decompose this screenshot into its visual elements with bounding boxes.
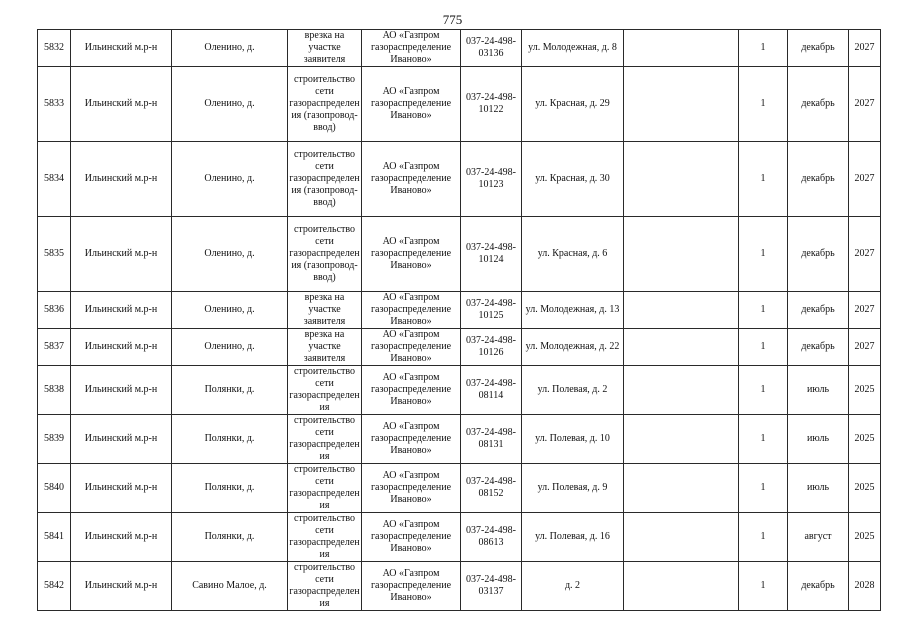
year-cell: 2027 (849, 329, 881, 366)
table-row (38, 292, 881, 329)
month-cell: июль (788, 415, 849, 464)
month-cell: декабрь (788, 67, 849, 142)
empty-cell (624, 30, 739, 67)
work-type-cell: строительство сети газораспределения (289, 464, 360, 511)
address-cell: ул. Полевая, д. 9 (522, 464, 624, 513)
empty-cell (624, 366, 739, 415)
address-cell: ул. Полевая, д. 10 (522, 415, 624, 464)
month-cell: июль (788, 366, 849, 415)
address-cell: ул. Молодежная, д. 8 (522, 30, 624, 67)
district-cell: Ильинский м.р-н (71, 67, 172, 142)
empty-cell (624, 562, 739, 611)
settlement-cell: Полянки, д. (172, 366, 288, 415)
settlement-cell: Оленино, д. (172, 142, 288, 217)
district-cell: Ильинский м.р-н (71, 415, 172, 464)
object-code-cell: 037-24-498-10126 (461, 329, 522, 366)
address-cell: ул. Полевая, д. 16 (522, 513, 624, 562)
district-cell: Ильинский м.р-н (71, 562, 172, 611)
work-type-cell: строительство сети газораспределения (289, 513, 360, 560)
quantity-cell: 1 (739, 67, 788, 142)
empty-cell (624, 142, 739, 217)
settlement-cell: Оленино, д. (172, 292, 288, 329)
organization-cell: АО «Газпром газораспределение Иваново» (362, 513, 461, 562)
organization-cell: АО «Газпром газораспределение Иваново» (362, 366, 461, 415)
quantity-cell: 1 (739, 217, 788, 292)
district-cell: Ильинский м.р-н (71, 513, 172, 562)
row-number: 5839 (38, 415, 71, 464)
organization-cell: АО «Газпром газораспределение Иваново» (362, 67, 461, 142)
organization-cell: АО «Газпром газораспределение Иваново» (362, 142, 461, 217)
year-cell: 2027 (849, 292, 881, 329)
year-cell: 2025 (849, 464, 881, 513)
work-type-cell: строительство сети газораспределения (газопровод-ввод) (288, 67, 362, 142)
table-row (38, 329, 881, 366)
quantity-cell: 1 (739, 30, 788, 67)
work-type-cell: строительство сети газораспределения (289, 562, 360, 609)
quantity-cell: 1 (739, 415, 788, 464)
year-cell: 2028 (849, 562, 881, 611)
organization-cell: АО «Газпром газораспределение Иваново» (362, 30, 461, 67)
empty-cell (624, 415, 739, 464)
table-body (38, 30, 881, 611)
row-number: 5842 (38, 562, 71, 611)
table-row (38, 513, 881, 562)
work-type-cell: строительство сети газораспределения (газопровод-ввод) (288, 142, 362, 217)
empty-cell (624, 67, 739, 142)
address-cell: д. 2 (522, 562, 624, 611)
work-type-cell: врезка на участке заявителя (288, 329, 362, 366)
month-cell: декабрь (788, 142, 849, 217)
table-row (38, 217, 881, 292)
month-cell: декабрь (788, 329, 849, 366)
address-cell: ул. Красная, д. 30 (522, 142, 624, 217)
quantity-cell: 1 (739, 562, 788, 611)
table-row (38, 562, 881, 611)
organization-cell: АО «Газпром газораспределение Иваново» (362, 217, 461, 292)
table-row (38, 67, 881, 142)
year-cell: 2025 (849, 513, 881, 562)
year-cell: 2027 (849, 142, 881, 217)
month-cell: декабрь (788, 292, 849, 329)
month-cell: август (788, 513, 849, 562)
row-number: 5840 (38, 464, 71, 513)
table-row (38, 415, 881, 464)
district-cell: Ильинский м.р-н (71, 464, 172, 513)
quantity-cell: 1 (739, 329, 788, 366)
object-code-cell: 037-24-498-08114 (461, 366, 522, 415)
row-number: 5835 (38, 217, 71, 292)
row-number: 5834 (38, 142, 71, 217)
settlement-cell: Полянки, д. (172, 464, 288, 513)
quantity-cell: 1 (739, 142, 788, 217)
table-row (38, 30, 881, 67)
row-number: 5836 (38, 292, 71, 329)
address-cell: ул. Молодежная, д. 13 (522, 292, 624, 329)
organization-cell: АО «Газпром газораспределение Иваново» (362, 464, 461, 513)
row-number: 5833 (38, 67, 71, 142)
row-number: 5832 (38, 30, 71, 67)
object-code-cell: 037-24-498-03136 (461, 30, 522, 67)
object-code-cell: 037-24-498-10124 (461, 217, 522, 292)
district-cell: Ильинский м.р-н (71, 142, 172, 217)
work-type-cell: строительство сети газораспределения (289, 415, 360, 462)
organization-cell: АО «Газпром газораспределение Иваново» (362, 415, 461, 464)
settlement-cell: Полянки, д. (172, 513, 288, 562)
object-code-cell: 037-24-498-08131 (461, 415, 522, 464)
organization-cell: АО «Газпром газораспределение Иваново» (362, 329, 461, 366)
address-cell: ул. Полевая, д. 2 (522, 366, 624, 415)
district-cell: Ильинский м.р-н (71, 217, 172, 292)
year-cell: 2027 (849, 30, 881, 67)
month-cell: декабрь (788, 30, 849, 67)
row-number: 5838 (38, 366, 71, 415)
settlement-cell: Оленино, д. (172, 30, 288, 67)
row-number: 5841 (38, 513, 71, 562)
quantity-cell: 1 (739, 366, 788, 415)
organization-cell: АО «Газпром газораспределение Иваново» (362, 292, 461, 329)
district-cell: Ильинский м.р-н (71, 329, 172, 366)
work-type-cell: врезка на участке заявителя (288, 30, 362, 67)
work-type-cell: строительство сети газораспределения (газопровод-ввод) (288, 217, 362, 292)
row-number: 5837 (38, 329, 71, 366)
object-code-cell: 037-24-498-08152 (461, 464, 522, 513)
table-row (38, 464, 881, 513)
month-cell: декабрь (788, 562, 849, 611)
quantity-cell: 1 (739, 513, 788, 562)
address-cell: ул. Молодежная, д. 22 (522, 329, 624, 366)
table-row (38, 142, 881, 217)
empty-cell (624, 513, 739, 562)
settlement-cell: Полянки, д. (172, 415, 288, 464)
district-cell: Ильинский м.р-н (71, 366, 172, 415)
object-code-cell: 037-24-498-10122 (461, 67, 522, 142)
year-cell: 2025 (849, 366, 881, 415)
month-cell: июль (788, 464, 849, 513)
gasification-schedule-table (37, 29, 881, 611)
quantity-cell: 1 (739, 292, 788, 329)
district-cell: Ильинский м.р-н (71, 30, 172, 67)
year-cell: 2027 (849, 217, 881, 292)
object-code-cell: 037-24-498-08613 (461, 513, 522, 562)
page-number: 775 (442, 12, 463, 27)
year-cell: 2027 (849, 67, 881, 142)
work-type-cell: врезка на участке заявителя (288, 292, 362, 329)
district-cell: Ильинский м.р-н (71, 292, 172, 329)
settlement-cell: Савино Малое, д. (172, 562, 288, 611)
empty-cell (624, 292, 739, 329)
empty-cell (624, 464, 739, 513)
object-code-cell: 037-24-498-03137 (461, 562, 522, 611)
table-row (38, 366, 881, 415)
object-code-cell: 037-24-498-10123 (461, 142, 522, 217)
settlement-cell: Оленино, д. (172, 67, 288, 142)
settlement-cell: Оленино, д. (172, 217, 288, 292)
year-cell: 2025 (849, 415, 881, 464)
address-cell: ул. Красная, д. 6 (522, 217, 624, 292)
month-cell: декабрь (788, 217, 849, 292)
organization-cell: АО «Газпром газораспределение Иваново» (362, 562, 461, 611)
settlement-cell: Оленино, д. (172, 329, 288, 366)
empty-cell (624, 329, 739, 366)
work-type-cell: строительство сети газораспределения (289, 366, 360, 413)
quantity-cell: 1 (739, 464, 788, 513)
address-cell: ул. Красная, д. 29 (522, 67, 624, 142)
object-code-cell: 037-24-498-10125 (461, 292, 522, 329)
empty-cell (624, 217, 739, 292)
